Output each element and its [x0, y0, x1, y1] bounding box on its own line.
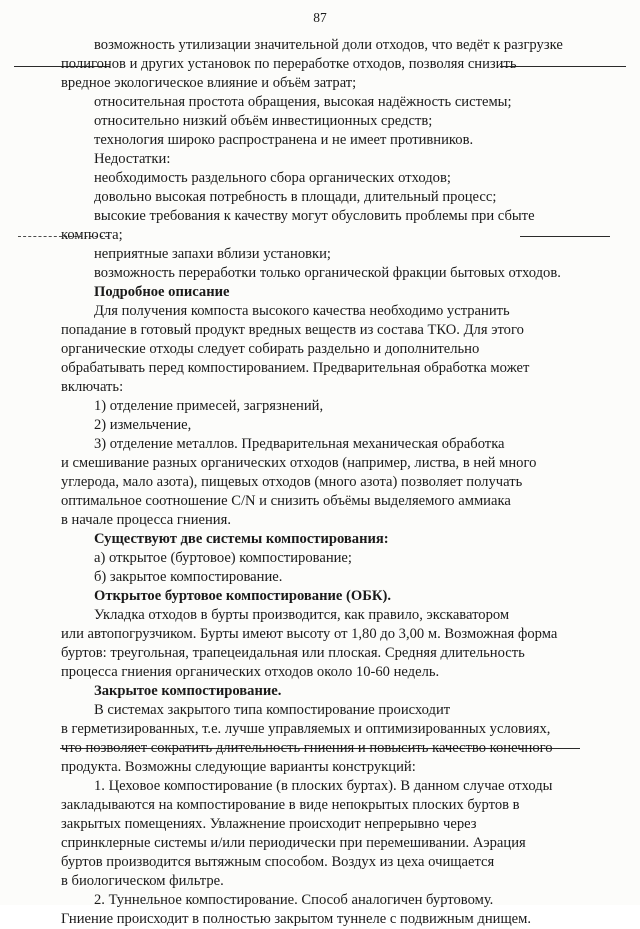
text-line: в герметизированных, т.е. лучше управляемых и оптимизированных условиях, [61, 721, 551, 737]
text-line: Укладка отходов в бурты производится, как правило, экскаватором [94, 607, 510, 623]
text-line: обрабатывать перед компостированием. Предварительная обработка может [61, 360, 530, 376]
text-line: в биологическом фильтре. [61, 873, 224, 889]
text-line: в начале процесса гниения. [61, 512, 231, 528]
text-line: 1. Цеховое компостирование (в плоских буртах). В данном случае отходы [94, 778, 553, 794]
text-line: Недостатки: [94, 151, 171, 167]
text-line: необходимость раздельного сбора органических отходов; [94, 170, 451, 186]
text-line: и смешивание разных органических отходов (например, листва, в ней много [61, 455, 537, 471]
text-line: технология широко распространена и не имеет противников. [94, 132, 474, 148]
text-line: 1) отделение примесей, загрязнений, [94, 398, 324, 414]
text-line: 2) измельчение, [94, 417, 192, 433]
text-line: В системах закрытого типа компостирование происходит [94, 702, 451, 718]
text-line: спринклерные системы и/или периодически при перемешивании. Аэрация [61, 835, 526, 851]
text-line: относительная простота обращения, высокая надёжность системы; [94, 94, 512, 110]
text-line: б) закрытое компостирование. [94, 569, 283, 585]
text-line: что позволяет сократить длительность гниения и повысить качество конечного [61, 740, 553, 756]
text-line: высокие требования к качеству могут обусловить проблемы при сбыте [94, 208, 535, 224]
text-line: буртов производится вытяжным способом. Воздух из цеха очищается [61, 854, 495, 870]
text-line: возможность переработки только органической фракции бытовых отходов. [94, 265, 561, 281]
text-line: возможность утилизации значительной доли отходов, что ведёт к разгрузке [94, 37, 563, 53]
text-line: Для получения компоста высокого качества необходимо устранить [94, 303, 510, 319]
text-line: органические отходы следует собирать раздельно и дополнительно [61, 341, 480, 357]
text-line: или автопогрузчиком. Бурты имеют высоту от 1,80 до 3,00 м. Возможная форма [61, 626, 558, 642]
text-line: Существуют две системы компостирования: [94, 531, 389, 547]
text-line: 3) отделение металлов. Предварительная механическая обработка [94, 436, 505, 452]
text-line: относительно низкий объём инвестиционных средств; [94, 113, 433, 129]
text-line: процесса гниения органических отходов около 10-60 недель. [61, 664, 440, 680]
text-line: продукта. Возможны следующие варианты конструкций: [61, 759, 416, 775]
text-line: оптимальное соотношение C/N и снизить объёмы выделяемого аммиака [61, 493, 511, 509]
text-line: довольно высокая потребность в площади, длительный процесс; [94, 189, 497, 205]
text-line: попадание в готовый продукт вредных веществ из состава ТКО. Для этого [61, 322, 524, 338]
text-line: Закрытое компостирование. [94, 683, 282, 699]
text-line: Открытое буртовое компостирование (ОБК). [94, 588, 391, 604]
text-line: закладываются на компостирование в виде непокрытых плоских буртов в [61, 797, 520, 813]
text-line: полигонов и других установок по переработке отходов, позволяя снизить [61, 56, 517, 72]
text-line: а) открытое (буртовое) компостирование; [94, 550, 352, 566]
text-line: включать: [61, 379, 124, 395]
body-text [61, 36, 575, 929]
text-line: вредное экологическое влияние и объём затрат; [61, 75, 357, 91]
text-line: Подробное описание [94, 284, 230, 300]
text-line: закрытых помещениях. Увлажнение происходит непрерывно через [61, 816, 477, 832]
text-line: 2. Туннельное компостирование. Способ аналогичен буртовому. [94, 892, 494, 908]
text-line: компоста; [61, 227, 123, 243]
text-line: неприятные запахи вблизи установки; [94, 246, 331, 262]
text-line: углерода, мало азота), пищевых отходов (много азота) позволяет получать [61, 474, 523, 490]
page-number: 87 [313, 10, 327, 25]
text-line: буртов: треугольная, трапецеидальная или плоская. Средняя длительность [61, 645, 525, 661]
text-line: Гниение происходит в полностью закрытом туннеле с подвижным днищем. [61, 911, 532, 927]
